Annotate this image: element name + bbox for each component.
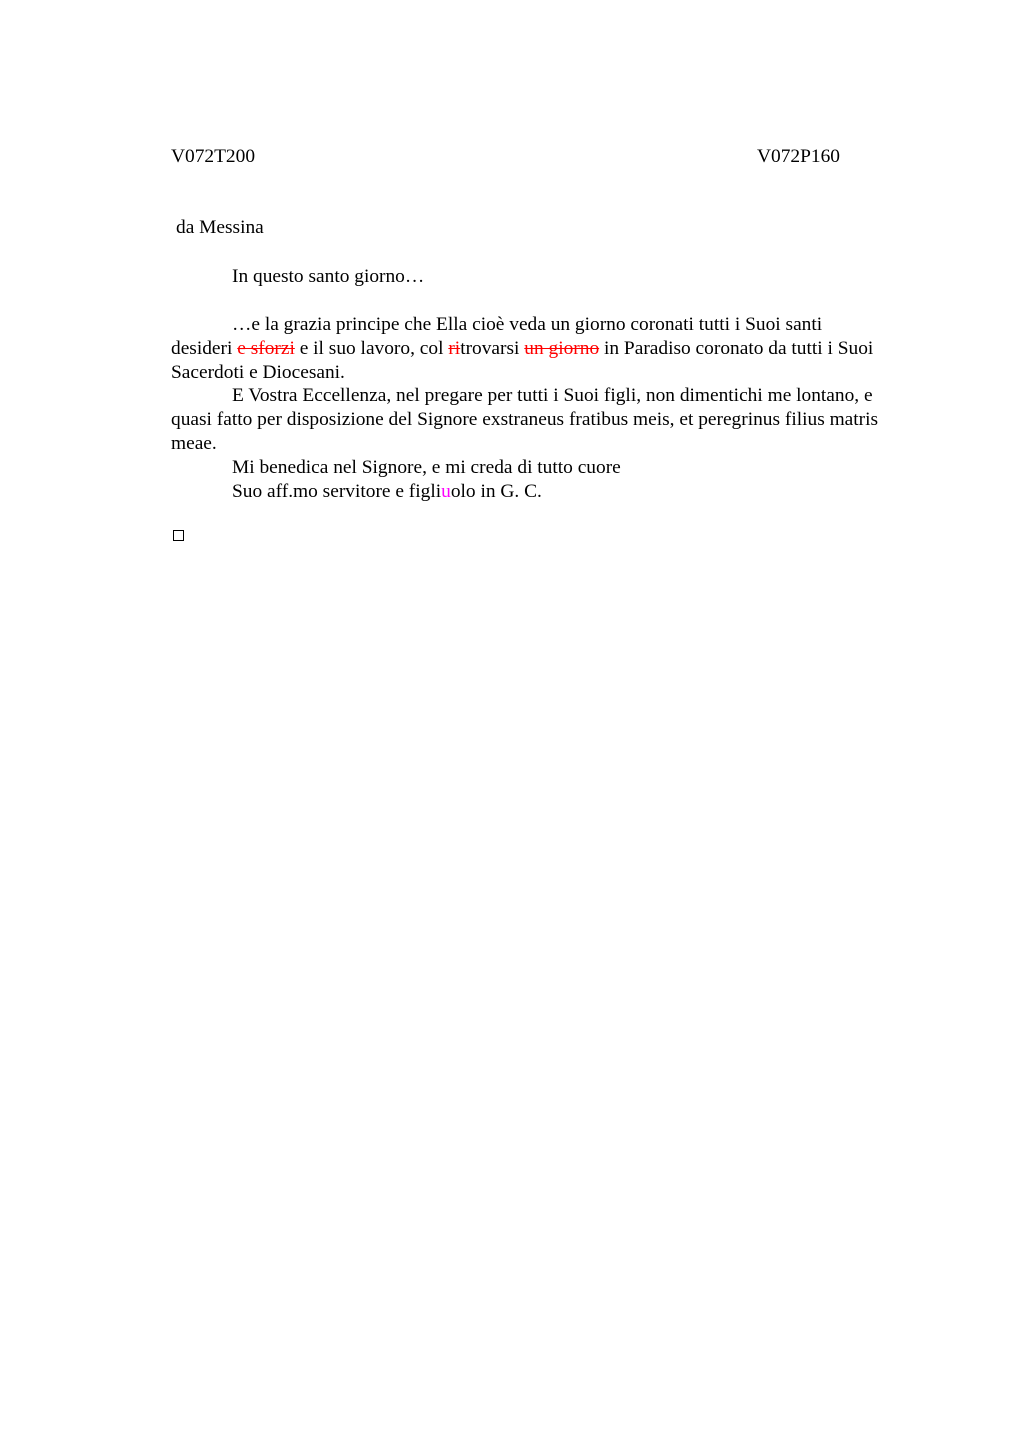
paragraph-1-line-3: Sacerdoti e Diocesani. bbox=[171, 362, 345, 383]
place-line: da Messina bbox=[176, 217, 264, 238]
deleted-text: un giorno bbox=[524, 338, 600, 359]
paragraph-1-line-2 bbox=[171, 337, 873, 361]
paragraph-2-line-2: quasi fatto per disposizione del Signore exstraneus fratibus meis, et peregrinus filius matris bbox=[171, 409, 879, 430]
text-segment: desideri bbox=[171, 338, 238, 359]
text-segment: trovarsi bbox=[460, 338, 525, 359]
deleted-text: e sforzi bbox=[237, 338, 295, 359]
paragraph-3-line-1: Mi benedica nel Signore, e mi creda di tutto cuore bbox=[232, 457, 621, 478]
text-segment: e il suo lavoro, col bbox=[294, 338, 449, 359]
text-segment: in Paradiso coronato da tutti i Suoi bbox=[599, 338, 874, 359]
incipit-line: In questo santo giorno… bbox=[232, 266, 425, 287]
deleted-text: ri bbox=[448, 338, 461, 359]
page-code-left: V072T200 bbox=[171, 146, 256, 167]
paragraph-1-line-1: …e la grazia principe che Ella cioè veda un giorno coronati tutti i Suoi santi bbox=[232, 314, 823, 335]
paragraph-2-line-3: meae. bbox=[171, 433, 217, 454]
page-code-right: V072P160 bbox=[757, 146, 840, 167]
text-segment: Suo aff.mo servitore e figli bbox=[232, 481, 442, 502]
inserted-text: u bbox=[441, 481, 451, 502]
closing-line bbox=[232, 480, 542, 504]
paragraph-2-line-1: E Vostra Eccellenza, nel pregare per tutti i Suoi figli, non dimentichi me lontano, e bbox=[232, 385, 873, 406]
text-segment: olo in G. C. bbox=[450, 481, 542, 502]
empty-checkbox-icon bbox=[173, 530, 184, 541]
